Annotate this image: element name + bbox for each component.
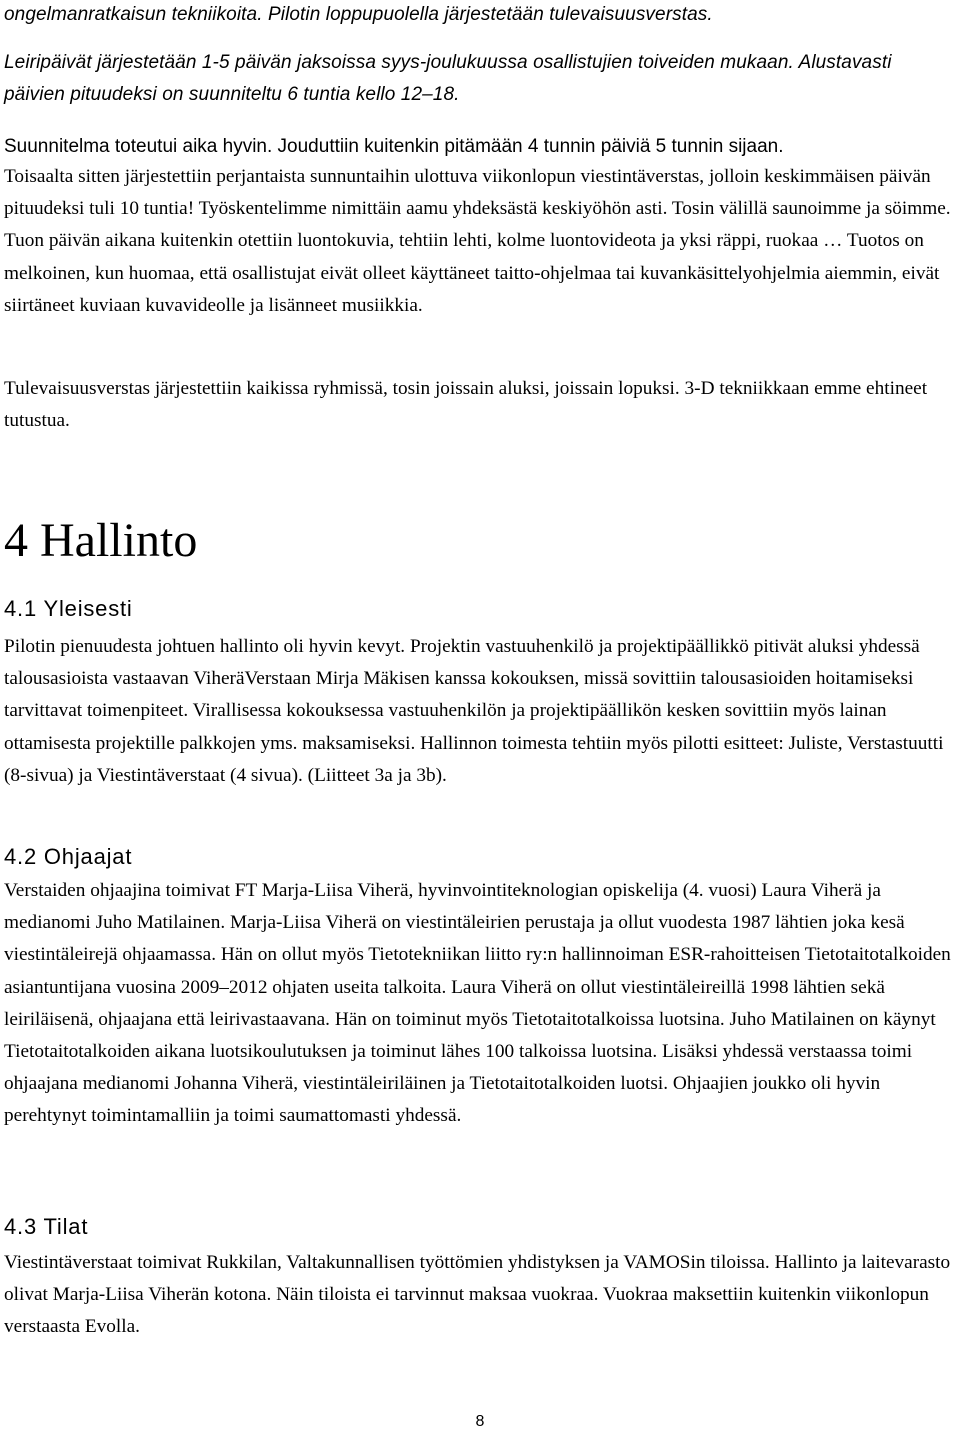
section-text-premises: Viestintäverstaat toimivat Rukkilan, Valtakunnallisen työttömien yhdistyksen ja VAMOSin tiloissa. Hallinto ja laitevarasto olivat Marja-Liisa Viherän kotona. Näin tiloista ei tarvinnut maksaa vuokraa. Vuokraa maksettiin kuitenkin viikonlopun verstaasta Evolla.	[4, 1252, 951, 1338]
paragraph-weekend-workshop: Toisaalta sitten järjestettiin perjantaista sunnuntaihin ulottuva viikonlopun viestintäverstas, jolloin keskimmäisen päivän pituudeksi tuli 10 tuntia! Työskentelimme nimittäin aamu yhdeksästä keskiyöhön asti. Tosin välillä saunoimme ja söimme. Tuon päivän aikana kuitenkin otettiin luontokuvia, tehtiin lehti, kolme luontovideota ja yksi räppi, ruokaa … Tuotos on melkoinen, kun huomaa, että osallistujat eivät olleet käyttäneet taitto-ohjelmaa tai kuvankäsittelyohjelmia aiemmin, eivät siirtäneet kuviaan kuvavideolle ja lisänneet musiikkia.	[4, 166, 951, 316]
page-number: 8	[475, 1413, 485, 1430]
paragraph-future-workshop: Tulevaisuusverstas järjestettiin kaikissa ryhmissä, tosin joissain aluksi, joissain lopuksi. 3-D tekniikkaan emme ehtineet tutustua.	[4, 378, 928, 432]
section-heading-instructors: 4.2 Ohjaajat	[4, 844, 133, 869]
section-heading-premises: 4.3 Tilat	[4, 1214, 89, 1239]
intro-line: ongelmanratkaisun tekniikoita. Pilotin loppupuolella järjestetään tulevaisuusverstas.	[4, 4, 713, 25]
section-text-instructors: Verstaiden ohjaajina toimivat FT Marja-Liisa Viherä, hyvinvointiteknologian opiskelija (4. vuosi) Laura Viherä ja medianomi Juho Matilainen. Marja-Liisa Viherä on viestintäleirien perustaja ja ollut vuodesta 1987 lähtien joka kesä viestintäleirejä ohjaamassa. Hän on ollut myös Tietotekniikan liitto ry:n hallinnoiman ESR-rahoitteisen Tietotaitotalkoiden asiantuntijana vuosina 2009–2012 ohjaten useita talkoita. Laura Viherä on ollut viestintäleireillä 1998 lähtien sekä leiriläisenä, ohjaajana että leirivastaavana. Hän on toiminut myös Tietotaitotalkoissa luotsina. Juho Matilainen on käynyt Tietotaitotalkoiden aikana luotsikoulutuksen ja toiminut lähes 100 talkoissa luotsina. Lisäksi yhdessä verstaassa toimi ohjaajana medianomi Johanna Viherä, viestintäleiriläinen ja Tietotaitotalkoiden luotsi. Ohjaajien joukko oli hyvin perehtynyt toimintamalliin ja toimi saumattomasti yhdessä.	[4, 880, 951, 1127]
section-heading-general: 4.1 Yleisesti	[4, 596, 133, 621]
intro-paragraph-schedule: Leiripäivät järjestetään 1-5 päivän jaksoissa syys-joulukuussa osallistujien toiveiden mukaan. Alustavasti päivien pituudeksi on suunniteltu 6 tuntia kello 12–18.	[4, 52, 892, 105]
chapter-title: 4 Hallinto	[4, 514, 198, 567]
intro-paragraph-outcome: Suunnitelma toteutui aika hyvin. Jouduttiin kuitenkin pitämään 4 tunnin päiviä 5 tunnin sijaan.	[4, 136, 784, 157]
section-text-general: Pilotin pienuudesta johtuen hallinto oli hyvin kevyt. Projektin vastuuhenkilö ja projektipäällikkö pitivät aluksi yhdessä talousasioista vastaavan ViheräVerstaan Mirja Mäkisen kanssa kokouksen, missä sovittiin talousasioiden hoitamiseksi tarvittavat toimenpiteet. Virallisessa kokouksessa vastuuhenkilön ja projektipäällikön kesken sovittiin myös lainan ottamisesta projektille palkkojen yms. maksamiseksi. Hallinnon toimesta tehtiin myös pilotti esitteet: Juliste, Verstastuutti (8-sivua) ja Viestintäverstaat (4 sivua). (Liitteet 3a ja 3b).	[4, 636, 944, 786]
